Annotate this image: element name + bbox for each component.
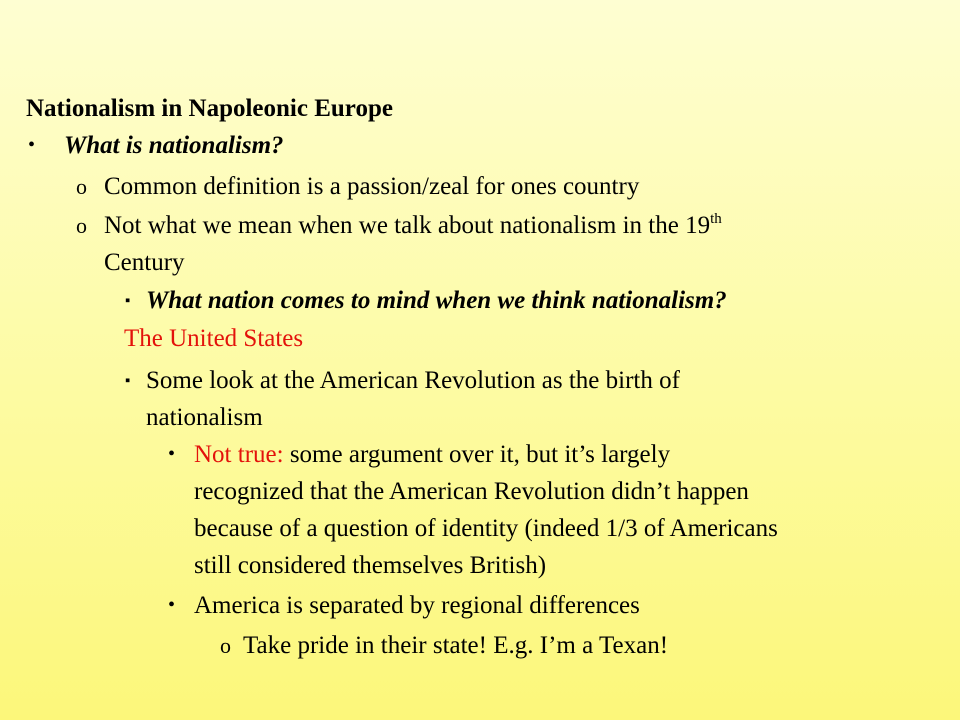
not-what-we-mean-text (104, 211, 722, 241)
superscript-th: th (710, 211, 722, 227)
question-what-nation: What nation comes to mind when we think nationalism? (146, 287, 727, 314)
bullet-circle-icon: o (76, 174, 87, 199)
not-true-line4: still considered themselves British) (194, 552, 547, 579)
american-revolution-line1: Some look at the American Revolution as the birth of (146, 367, 680, 394)
bullet-dot-icon: • (168, 443, 176, 465)
not-true-line1-text: some argument over it, but it’s largely (283, 441, 671, 468)
slide-title: Nationalism in Napoleonic Europe (26, 95, 393, 122)
question-what-is-nationalism: What is nationalism? (64, 132, 284, 159)
bullet-dot-icon: • (168, 594, 176, 616)
bullet-dot-icon: • (28, 134, 36, 156)
bullet-square-icon: ▪ (125, 373, 131, 389)
take-pride-text: Take pride in their state! E.g. I’m a Texan! (243, 632, 669, 659)
bullet-circle-icon: o (220, 633, 231, 658)
american-revolution-line2: nationalism (146, 404, 263, 431)
common-definition-text: Common definition is a passion/zeal for ones country (104, 173, 640, 200)
not-what-we-mean-line1: Not what we mean when we talk about nationalism in the 19 (104, 212, 711, 239)
not-true-line3: because of a question of identity (indeed 1/3 of Americans (194, 515, 778, 542)
answer-united-states: The United States (124, 325, 304, 352)
not-true-line1 (194, 440, 670, 470)
not-what-we-mean-line2: Century (104, 249, 185, 276)
not-true-line2: recognized that the American Revolution didn’t happen (194, 478, 749, 505)
bullet-circle-icon: o (76, 213, 87, 238)
not-true-label: Not true: (194, 441, 284, 468)
bullet-square-icon: ▪ (125, 293, 131, 309)
regional-differences-text: America is separated by regional differences (194, 592, 640, 619)
